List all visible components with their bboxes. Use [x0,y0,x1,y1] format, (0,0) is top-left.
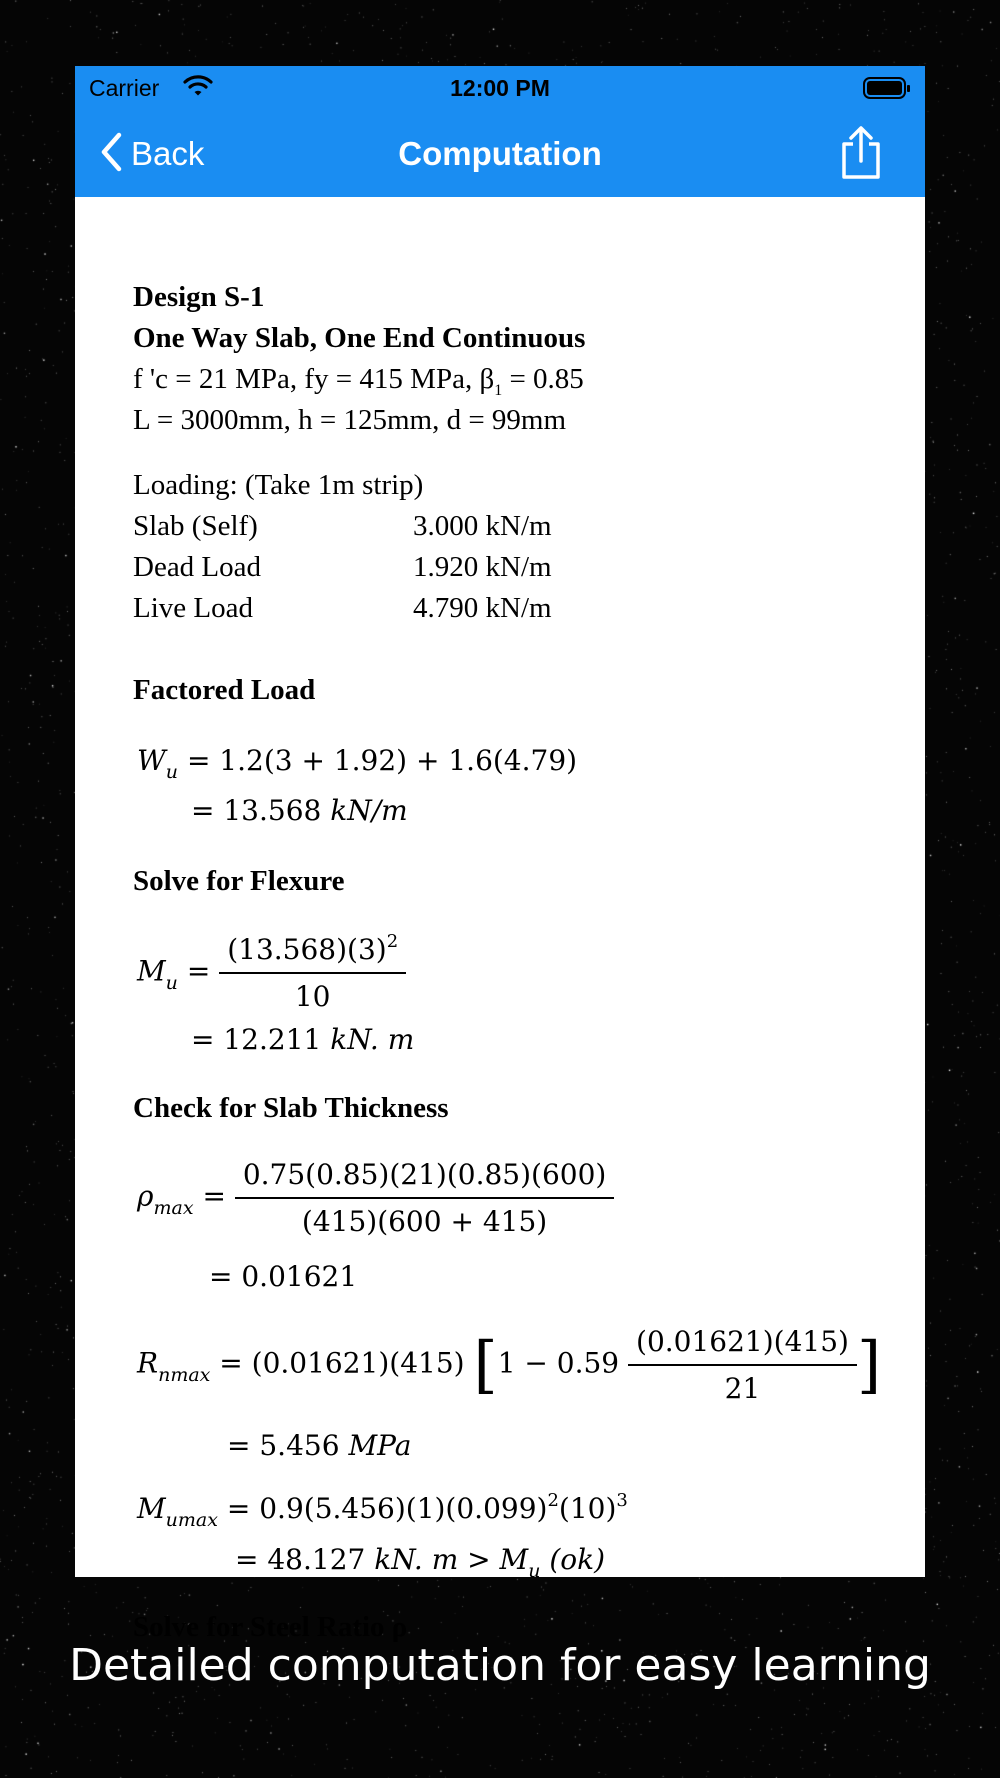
design-title: Design S-1 [133,281,265,313]
design-subtitle: One Way Slab, One End Continuous [133,322,586,354]
wu-equation: $W_u = 1.2(3 + 1.92) + 1.6(4.79)$ [137,744,578,783]
rn-max-equation: $R_{nmax} = (0.01621)(415) [1 - 0.59$ $\frac{(0.01621)(415)}{21}$ ] [137,1325,882,1405]
computation-content[interactable] [75,197,925,1643]
thickness-heading: Check for Slab Thickness [133,1092,449,1124]
steel-ratio-heading: Solve for Steel Ratio ρ [133,1611,408,1643]
navigation-bar [75,110,925,197]
mu-max-equation: $M_{umax} = 0.9(5.456)(1)(0.099)^2(10)^3$ [137,1490,628,1531]
mu-max-result: = 48.127 kN. $m > M_u$ (ok) [235,1543,606,1582]
slab-geometry: L = 3000mm, h = 125mm, d = 99mm [133,404,567,436]
rho-max-equation: $\rho_{max}$ = $\frac{0.75(0.85)(21)(0.85)(600)}{(415)(600 + 415)}$ [137,1158,614,1238]
factored-load-heading: Factored Load [133,674,316,706]
loading-heading: Loading: (Take 1m strip) [133,469,424,501]
back-label: Back [131,135,205,172]
share-icon [839,167,883,184]
load-row-live: Live Load 4.790 kN/m [133,592,552,624]
material-properties: f 'c = 21 MPa, fy = 415 MPa, $\beta_1 = 0.85$ [133,363,584,399]
page-title: Computation [398,135,602,172]
load-row-slab: Slab (Self) 3.000 kN/m [133,510,552,542]
rn-max-result: = 5.456 MPa [227,1429,412,1462]
flexure-heading: Solve for Flexure [133,865,345,897]
wu-result: = 13.568 kN/m [191,794,408,827]
carrier-label: Carrier [89,75,160,101]
load-row-dead: Dead Load 1.920 kN/m [133,551,552,583]
mu-result: = 12.211 kN. m [191,1023,415,1056]
status-bar [75,66,925,110]
battery-icon [863,76,911,106]
status-time: 12:00 PM [450,75,550,101]
mu-equation: $M_u$ = $\frac{(13.568)(3)^2}{10}$ [137,933,406,1013]
rho-max-result: = 0.01621 [209,1260,358,1293]
marketing-caption: Detailed computation for easy learning [69,1640,931,1691]
share-button[interactable] [839,126,883,185]
phone-screen [75,66,925,1643]
